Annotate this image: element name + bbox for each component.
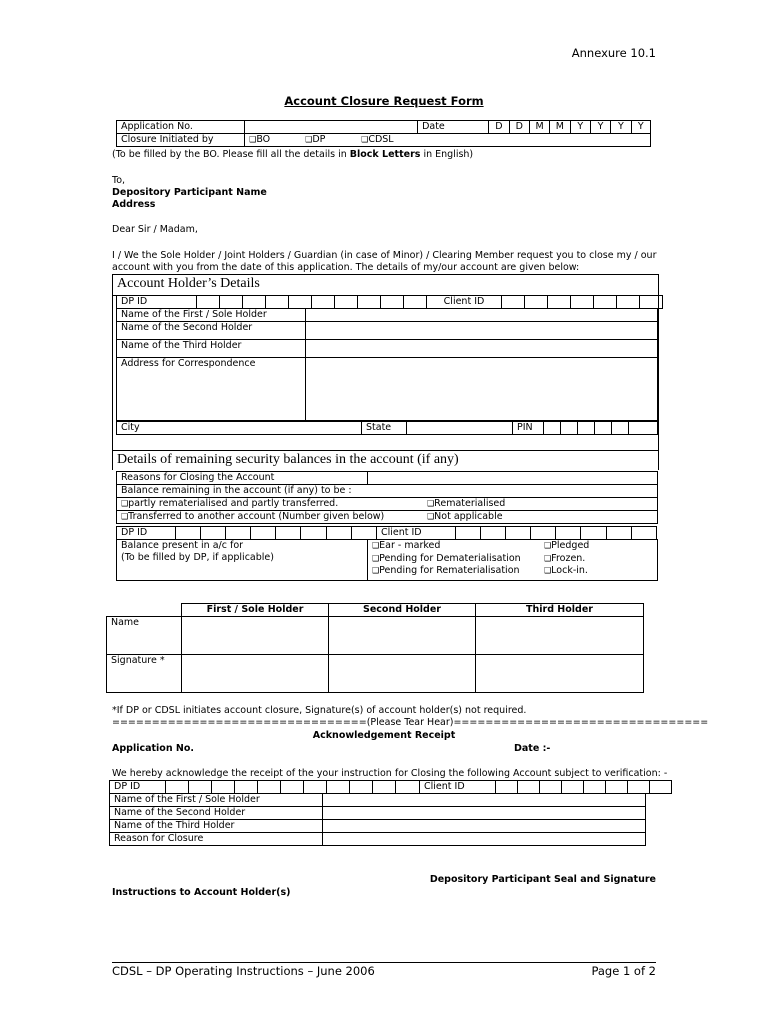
ack-date: Date :-	[514, 743, 551, 754]
date-box[interactable]: Y	[631, 121, 650, 134]
state-field[interactable]	[407, 422, 513, 435]
ack-application-no: Application No.	[112, 743, 194, 754]
client-id-box[interactable]	[525, 296, 548, 309]
dp-id-box[interactable]	[226, 527, 251, 540]
client-id-box[interactable]	[617, 296, 640, 309]
tear-line: ================================(Please Tear Hear)================================	[112, 717, 709, 728]
pending-demat-checkbox[interactable]: ❑ Pending for Dematerialisation	[372, 553, 653, 566]
date-box[interactable]: Y	[570, 121, 590, 134]
balance-present-cell	[117, 540, 368, 581]
client-id-box[interactable]	[496, 781, 518, 794]
client-id-label: Client ID	[427, 296, 502, 309]
ack-third-holder-label: Name of the Third Holder	[110, 820, 323, 833]
first-name-field[interactable]	[182, 617, 329, 655]
signature-note: *If DP or CDSL initiates account closure, Signature(s) of account holder(s) not required.	[112, 705, 527, 716]
ack-reason-label: Reason for Closure	[110, 833, 323, 846]
dp-id-box[interactable]	[373, 781, 396, 794]
fill-note-text-end: in English)	[420, 149, 474, 160]
instructions-heading: Instructions to Account Holder(s)	[112, 887, 291, 898]
date-box[interactable]: Y	[590, 121, 610, 134]
client-id-box[interactable]	[581, 527, 606, 540]
dp-id-box[interactable]	[258, 781, 281, 794]
client-id-box[interactable]	[548, 296, 571, 309]
dp-id-box[interactable]	[212, 781, 235, 794]
ack-reason-field[interactable]	[323, 833, 646, 846]
ack-client-id-label: Client ID	[420, 781, 496, 794]
application-no-field[interactable]	[245, 121, 418, 134]
dp-id-box[interactable]	[304, 781, 327, 794]
dp-id-box[interactable]	[276, 527, 301, 540]
first-holder-field[interactable]	[306, 309, 658, 322]
balance-present-line-1: Balance present in a/c for	[121, 540, 244, 551]
date-box[interactable]: Y	[611, 121, 631, 134]
date-box[interactable]: D	[489, 121, 509, 134]
dp-id-box[interactable]	[350, 781, 373, 794]
third-signature-field[interactable]	[476, 655, 644, 693]
dp-id-box[interactable]	[197, 296, 220, 309]
client-id-box[interactable]	[531, 527, 556, 540]
fill-note-bold: Block Letters	[349, 149, 421, 160]
dp-id-box[interactable]	[243, 296, 266, 309]
ack-second-holder-field[interactable]	[323, 807, 646, 820]
client-id-box[interactable]	[480, 527, 505, 540]
transferred-checkbox[interactable]: ❑ Transferred to another account (Number given below)	[121, 511, 384, 522]
client-id-box[interactable]	[518, 781, 540, 794]
ack-text: We hereby acknowledge the receipt of the your instruction for Closing the following Account subject to verification: -	[112, 768, 668, 779]
dp-id-box[interactable]	[266, 296, 289, 309]
holder-names-table	[116, 308, 658, 421]
balances-heading-box	[112, 450, 659, 470]
signature-table	[106, 603, 644, 693]
footer-page-number: Page 1 of 2	[591, 964, 656, 978]
dp-id-box[interactable]	[335, 296, 358, 309]
dp-id-box[interactable]	[200, 527, 225, 540]
pin-label: PIN	[513, 422, 544, 435]
balance-present-line-2: (To be filled by DP, if applicable)	[121, 552, 274, 563]
dp-id-box[interactable]	[189, 781, 212, 794]
client-id-box[interactable]	[606, 781, 628, 794]
reasons-label: Reasons for Closing the Account	[117, 472, 368, 485]
client-id-box[interactable]	[455, 527, 480, 540]
ack-dp-id-label: DP ID	[110, 781, 166, 794]
client-id-box[interactable]	[540, 781, 562, 794]
dp-seal-signature: Depository Participant Seal and Signature	[429, 874, 656, 885]
row-name-label: Name	[107, 617, 182, 655]
page-title: Account Closure Request Form	[284, 94, 484, 108]
ear-marked-checkbox[interactable]: ❑ Ear - marked	[372, 540, 653, 553]
option-bo-checkbox[interactable]: ❑ BO	[249, 134, 270, 146]
dp-id-box[interactable]	[166, 781, 189, 794]
col-second-holder: Second Holder	[329, 604, 476, 617]
second-holder-label: Name of the Second Holder	[117, 322, 306, 340]
balances-heading: Details of remaining security balances in the account (if any)	[117, 452, 459, 467]
address-correspondence-field[interactable]	[306, 358, 658, 421]
ack-second-holder-label: Name of the Second Holder	[110, 807, 323, 820]
client-id-box[interactable]	[562, 781, 584, 794]
address-label: Address	[112, 199, 156, 210]
not-applicable-checkbox[interactable]: ❑ Not applicable	[427, 511, 503, 523]
pin-box[interactable]	[595, 422, 612, 435]
option-cdsl-checkbox[interactable]: ❑ CDSL	[361, 134, 393, 146]
client-id-box[interactable]	[631, 527, 656, 540]
dp-id-box[interactable]	[175, 527, 200, 540]
pin-box[interactable]	[612, 422, 629, 435]
ack-first-holder-label: Name of the First / Sole Holder	[110, 794, 323, 807]
city-state-pin-table	[116, 421, 658, 435]
application-no-label: Application No.	[117, 121, 245, 134]
annexure-label: Annexure 10.1	[571, 46, 656, 60]
client-id-box[interactable]	[650, 781, 672, 794]
first-holder-label: Name of the First / Sole Holder	[117, 309, 306, 322]
second-signature-field[interactable]	[329, 655, 476, 693]
dp-id-box[interactable]	[301, 527, 326, 540]
dp-id-box[interactable]	[220, 296, 243, 309]
client-id-box[interactable]	[502, 296, 525, 309]
pin-box[interactable]	[629, 422, 658, 435]
frozen-checkbox[interactable]: ❑ Frozen.	[544, 553, 585, 566]
footer-left: CDSL – DP Operating Instructions – June 2006	[112, 964, 375, 978]
third-holder-field[interactable]	[306, 340, 658, 358]
pending-remat-checkbox[interactable]: ❑ Pending for Rematerialisation	[372, 565, 653, 578]
second-name-field[interactable]	[329, 617, 476, 655]
dp-id-box[interactable]	[381, 296, 404, 309]
to-line: To,	[112, 175, 126, 186]
client-id-box[interactable]	[584, 781, 606, 794]
request-line-1: I / We the Sole Holder / Joint Holders / Guardian (in case of Minor) / Clearing Member request you to close my / our	[112, 250, 657, 261]
reasons-field[interactable]	[368, 472, 658, 485]
client-id-box[interactable]	[505, 527, 530, 540]
ack-first-holder-field[interactable]	[323, 794, 646, 807]
col-first-holder: First / Sole Holder	[182, 604, 329, 617]
ack-third-holder-field[interactable]	[323, 820, 646, 833]
col-third-holder: Third Holder	[476, 604, 644, 617]
dp-id-box[interactable]	[281, 781, 304, 794]
partly-remat-checkbox[interactable]: ❑ partly rematerialised and partly transferred.	[121, 498, 338, 509]
balances-table	[116, 471, 658, 524]
balance-remaining-label: Balance remaining in the account (if any) to be :	[117, 485, 658, 498]
client-id-box[interactable]	[640, 296, 663, 309]
application-table	[116, 120, 651, 147]
balance-status-cell	[368, 540, 658, 581]
balances-client-id-label: Client ID	[376, 527, 455, 540]
balance-options-row-1	[117, 498, 658, 511]
ack-dp-client-table	[109, 780, 672, 794]
pin-box[interactable]	[578, 422, 595, 435]
pledged-checkbox[interactable]: ❑ Pledged	[544, 540, 589, 553]
signature-corner	[107, 604, 182, 617]
client-id-box[interactable]	[628, 781, 650, 794]
client-id-box[interactable]	[594, 296, 617, 309]
ack-details-table	[109, 793, 646, 846]
fill-note	[112, 149, 473, 160]
dp-id-box[interactable]	[358, 296, 381, 309]
dp-id-box[interactable]	[235, 781, 258, 794]
date-box[interactable]: M	[550, 121, 570, 134]
second-holder-field[interactable]	[306, 322, 658, 340]
dp-id-box[interactable]	[251, 527, 276, 540]
footer-rule	[112, 962, 656, 963]
dp-id-box[interactable]	[312, 296, 335, 309]
third-name-field[interactable]	[476, 617, 644, 655]
client-id-box[interactable]	[606, 527, 631, 540]
date-label: Date	[418, 121, 489, 134]
balances-dp-client-table	[116, 526, 657, 540]
request-line-2: account with you from the date of this application. The details of my/our account are given below:	[112, 262, 580, 273]
pin-box[interactable]	[544, 422, 561, 435]
lock-in-checkbox[interactable]: ❑ Lock-in.	[544, 565, 588, 578]
state-label: State	[362, 422, 407, 435]
dp-id-box[interactable]	[327, 781, 350, 794]
salutation: Dear Sir / Madam,	[112, 224, 198, 235]
dp-id-box[interactable]	[351, 527, 376, 540]
client-id-box[interactable]	[556, 527, 581, 540]
dp-id-box[interactable]	[404, 296, 427, 309]
dp-id-box[interactable]	[396, 781, 420, 794]
dp-id-box[interactable]	[326, 527, 351, 540]
pin-box[interactable]	[561, 422, 578, 435]
row-signature-label: Signature *	[107, 655, 182, 693]
city-label: City	[117, 422, 362, 435]
rematerialised-checkbox[interactable]: ❑ Rematerialised	[427, 498, 505, 510]
balances-dp-id-label: DP ID	[117, 527, 176, 540]
third-holder-label: Name of the Third Holder	[117, 340, 306, 358]
balance-options-row-2	[117, 511, 658, 524]
closure-initiated-label: Closure Initiated by	[117, 134, 245, 147]
first-signature-field[interactable]	[182, 655, 329, 693]
balance-present-table	[116, 539, 658, 581]
dp-name-label: Depository Participant Name	[112, 187, 267, 198]
holder-details-table	[116, 295, 663, 309]
client-id-box[interactable]	[571, 296, 594, 309]
date-box[interactable]: M	[529, 121, 549, 134]
dp-id-box[interactable]	[289, 296, 312, 309]
holder-details-heading: Account Holder’s Details	[113, 275, 658, 296]
address-correspondence-label: Address for Correspondence	[117, 358, 306, 421]
ack-heading: Acknowledgement Receipt	[312, 730, 456, 741]
dp-id-label: DP ID	[117, 296, 197, 309]
date-box[interactable]: D	[509, 121, 529, 134]
closure-initiated-options	[245, 134, 651, 147]
fill-note-text: (To be filled by the BO. Please fill all the details in	[112, 149, 350, 160]
option-dp-checkbox[interactable]: ❑ DP	[305, 134, 325, 146]
